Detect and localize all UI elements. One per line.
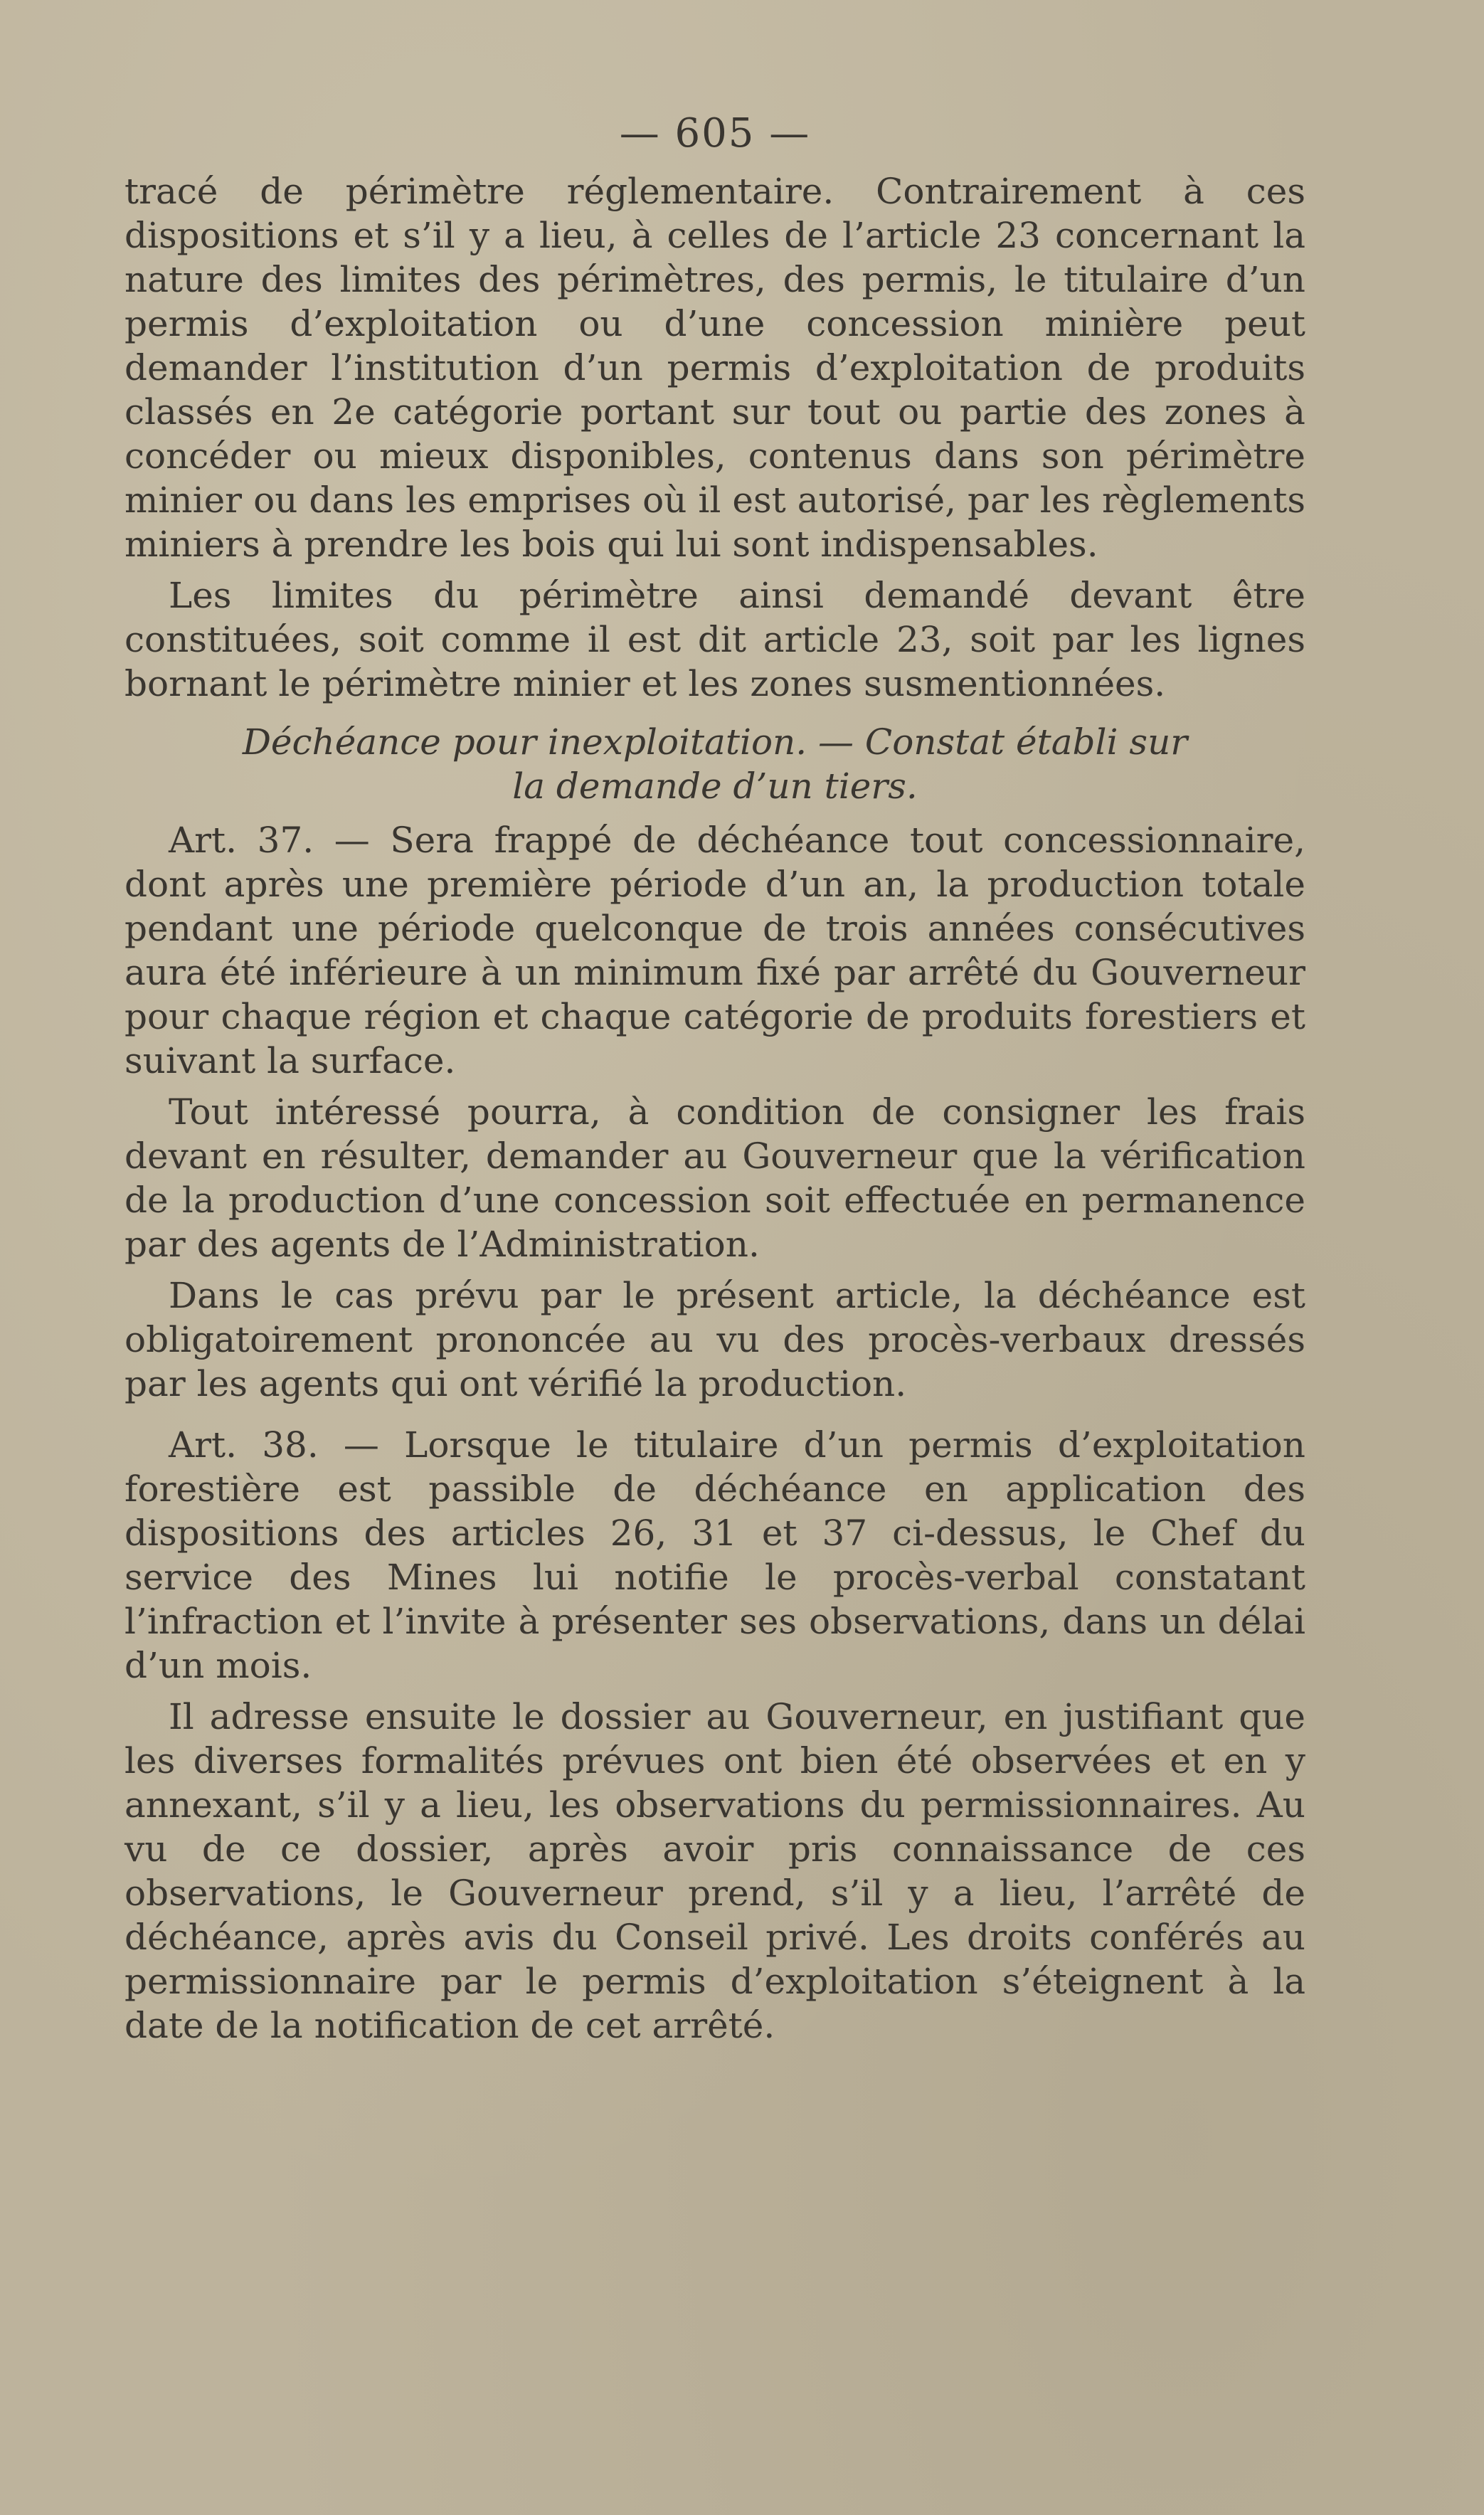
page-number: — 605 — [619,110,811,157]
article-38-paragraph: Art. 38. — Lorsque le titulaire d’un permis d’exploitation forestière est passible de déchéance en application des dispositions des articles 26, 31 et 37 ci-dessus, le Chef du service des Mines lui notifie le procès-verbal constatant l’infraction et l’invite à présenter ses observations, dans un délai d’un mois. [124,1424,1305,1686]
article-37-paragraph: Art. 37. — Sera frappé de déchéance tout concessionnaire, dont après une première période d’un an, la production totale pendant une période quelconque de trois années consécutives aura été inférieure à un minimum fixé par arrêté du Gouverneur pour chaque région et chaque catégorie de produits forestiers et suivant la surface. [124,820,1305,1081]
paragraph-limits: Les limites du périmètre ainsi demandé devant être constituées, soit comme il est dit article 23, soit par les lignes bornant le périmètre minier et les zones susmentionnées. [124,575,1305,704]
paragraph-continuation: tracé de périmètre réglementaire. Contrairement à ces dispositions et s’il y a lieu, à celles de l’article 23 concernant la nature des limites des périmètres, des permis, le titulaire d’un permis d’exploitation ou d’une concession minière peut demander l’institution d’un permis d’exploitation de produits classés en 2e catégorie portant sur tout ou partie des zones à concéder ou mieux disponibles, contenus dans son périmètre minier ou dans les emprises où il est autorisé, par les règlements miniers à prendre les bois qui lui sont indispensables. [124,171,1305,565]
section-heading [124,720,1305,808]
article-37-verification-paragraph: Tout intéressé pourra, à condition de consigner les frais devant en résulter, demander au Gouverneur que la vérification de la production d’une concession soit effectuée en permanence par des agents de l’Administration. [124,1091,1305,1265]
section-heading-line-2: la demande d’un tiers. [512,766,918,807]
document-page [124,110,1305,2055]
article-37-decheance-paragraph: Dans le cas prévu par le présent article, la déchéance est obligatoirement prononcée au vu des procès-verbaux dressés par les agents qui ont vérifié la production. [124,1275,1305,1404]
article-38-procedure-paragraph: Il adresse ensuite le dossier au Gouverneur, en justifiant que les diverses formalités prévues ont bien été observées et en y annexant, s’il y a lieu, les observations du permissionnaires. Au vu de ce dossier, après avoir pris connaissance de ces observations, le Gouverneur prend, s’il y a lieu, l’arrêté de déchéance, après avis du Conseil privé. Les droits conférés au permissionnaire par le permis d’exploitation s’éteignent à la date de la notification de cet arrêté. [124,1696,1305,2046]
section-heading-line-1: Déchéance pour inexploitation. — Constat établi sur [242,721,1188,763]
